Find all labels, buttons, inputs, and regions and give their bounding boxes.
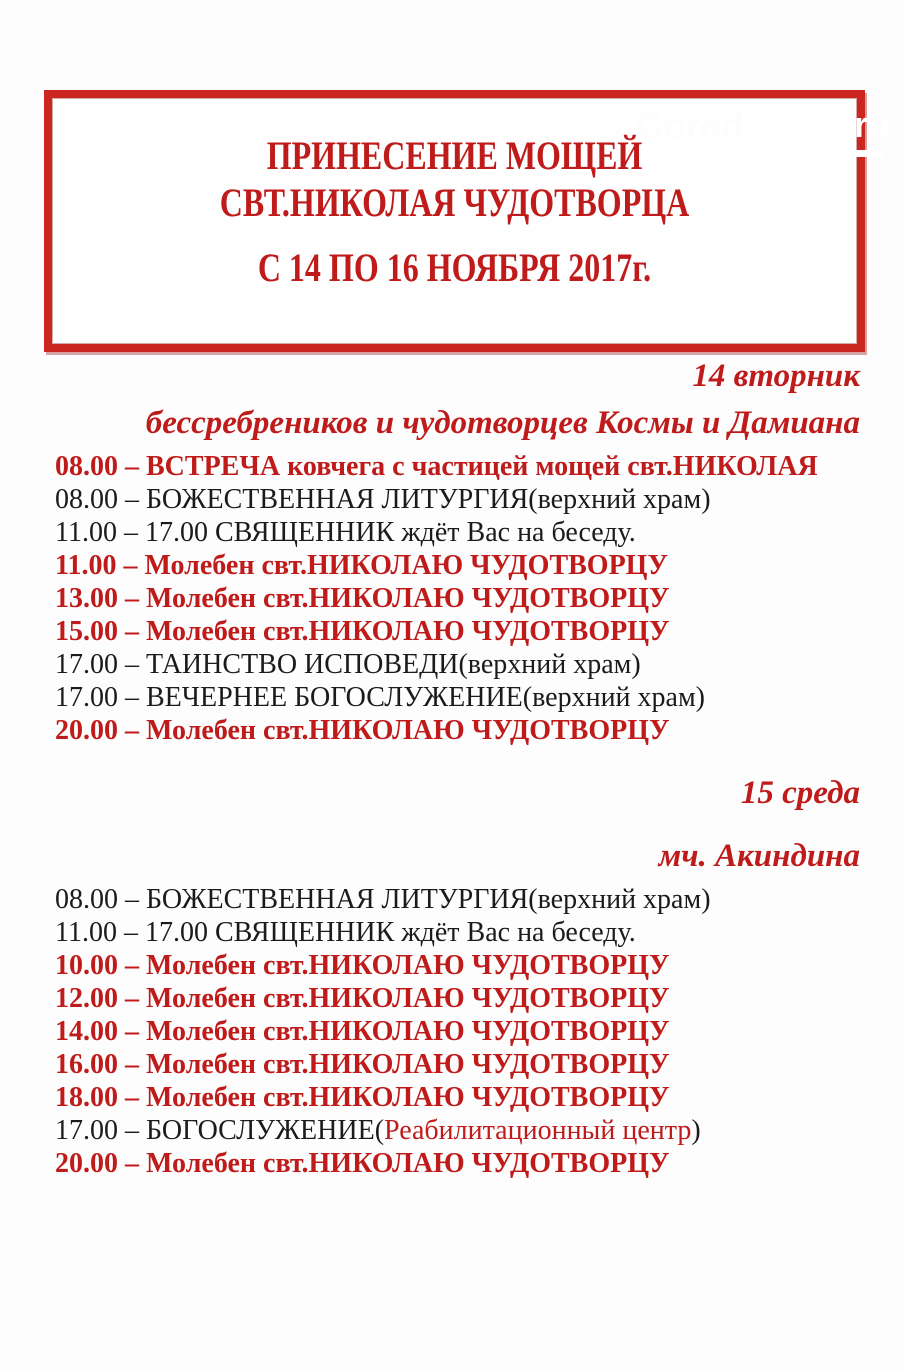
event-line [55,1114,904,1147]
event-part: 20.00 – Молебен свт.НИКОЛАЮ ЧУДОТВОРЦУ [55,1148,670,1179]
event-line [55,883,904,916]
event-line [55,714,904,747]
event-line [55,949,904,982]
event-part: 08.00 – БОЖЕСТВЕННАЯ ЛИТУРГИЯ(верхний храм) [55,484,711,515]
event-part: 11.00 – Молебен свт.НИКОЛАЮ ЧУДОТВОРЦУ [55,550,669,581]
event-part: 11.00 – 17.00 СВЯЩЕННИК ждёт Вас на беседу. [55,917,636,948]
event-line [55,582,904,615]
church-schedule-page [0,90,904,1370]
event-line [55,1015,904,1048]
schedule [0,358,904,1180]
watermark-brand: Gorod [635,105,744,146]
event-part: 16.00 – Молебен свт.НИКОЛАЮ ЧУДОТВОРЦУ [55,1049,670,1080]
day-subtitle: бессребреников и чудотворцев Космы и Дамиана [145,405,860,441]
event-part: 10.00 – Молебен свт.НИКОЛАЮ ЧУДОТВОРЦУ [55,950,670,981]
event-line [55,516,904,549]
event-line [55,1048,904,1081]
event-part: 17.00 – БОГОСЛУЖЕНИЕ( [55,1115,385,1146]
watermark-site: 3466.ru [763,104,890,145]
event-line [55,916,904,949]
event-part: 17.00 – ТАИНСТВО ИСПОВЕДИ(верхний храм) [55,649,641,680]
day-section [0,775,904,1180]
day-section [0,358,904,747]
event-part: 11.00 – 17.00 СВЯЩЕННИК ждёт Вас на беседу. [55,517,636,548]
event-part: 20.00 – Молебен свт.НИКОЛАЮ ЧУДОТВОРЦУ [55,715,670,746]
event-part: 18.00 – Молебен свт.НИКОЛАЮ ЧУДОТВОРЦУ [55,1082,670,1113]
event-part: 17.00 – ВЕЧЕРНЕЕ БОГОСЛУЖЕНИЕ(верхний храм) [55,682,706,713]
event-line [55,1147,904,1180]
event-part: 12.00 – Молебен свт.НИКОЛАЮ ЧУДОТВОРЦУ [55,983,670,1014]
events-list [0,883,904,1180]
banner-title-line1: ПРИНЕСЕНИЕ МОЩЕЙ [266,133,643,178]
event-part: 08.00 – БОЖЕСТВЕННАЯ ЛИТУРГИЯ(верхний храм) [55,884,711,915]
event-line [55,982,904,1015]
event-line [55,1081,904,1114]
event-line [55,549,904,582]
day-label: 15 среда [740,775,860,811]
event-part: ) [691,1115,701,1146]
event-part: 08.00 – ВСТРЕЧА ковчега с частицей мощей свт.НИКОЛАЯ [55,451,818,482]
event-part: Реабилитационный центр [384,1115,692,1146]
banner-date-line: С 14 ПО 16 НОЯБРЯ 2017г. [257,245,652,290]
events-list [0,450,904,747]
day-subtitle: мч. Акиндина [658,838,860,874]
day-label: 14 вторник [692,358,860,394]
event-line [55,483,904,516]
event-line [55,681,904,714]
event-line [55,450,904,483]
event-line [55,648,904,681]
event-line [55,615,904,648]
event-part: 14.00 – Молебен свт.НИКОЛАЮ ЧУДОТВОРЦУ [55,1016,670,1047]
banner-title-line2: СВТ.НИКОЛАЯ ЧУДОТВОРЦА [219,180,690,225]
event-part: 13.00 – Молебен свт.НИКОЛАЮ ЧУДОТВОРЦУ [55,583,670,614]
event-part: 15.00 – Молебен свт.НИКОЛАЮ ЧУДОТВОРЦУ [55,616,670,647]
